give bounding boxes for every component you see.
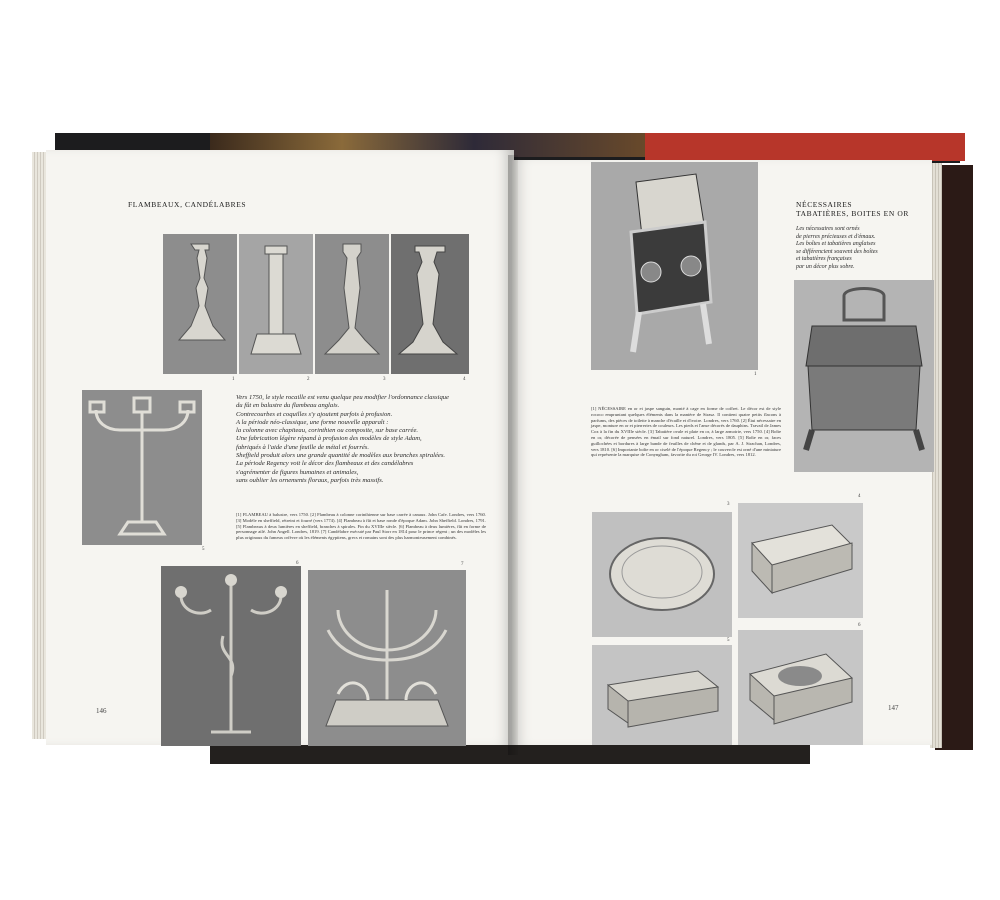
plate-candelabra-5	[82, 390, 202, 545]
plate-number: 2	[307, 377, 310, 382]
plate-number: 4	[858, 494, 861, 499]
plate-necessaire-1	[591, 162, 758, 370]
plate-etui-2	[794, 280, 934, 472]
plate-regency-box-6	[738, 630, 863, 745]
plate-storr-candelabrum-7	[308, 570, 466, 746]
plate-candlestick-2	[239, 234, 313, 374]
left-page-title: FLAMBEAUX, CANDÉLABRES	[128, 200, 247, 209]
plate-number: 6	[296, 561, 299, 566]
plate-number: 7	[461, 562, 464, 567]
red-book-cover	[645, 133, 965, 161]
book-gutter	[508, 155, 518, 755]
plate-number: 1	[232, 377, 235, 382]
plate-number: 5	[202, 547, 205, 552]
plate-guilloche-box-5	[592, 645, 732, 745]
right-page-folio: 147	[888, 704, 899, 712]
right-page-title-line1: NÉCESSAIRES	[796, 200, 853, 209]
plate-candlestick-1	[163, 234, 237, 374]
plate-number: 6	[858, 623, 861, 628]
plate-candlestick-3	[315, 234, 389, 374]
plate-number: 1	[754, 372, 757, 377]
plate-figural-candelabrum-6	[161, 566, 301, 746]
left-intro-text: Vers 1750, le style rocaille est venu quelque peu modifier l'ordonnance classique du fût en balustre du flambeau anglais. Contrecourbes et coquilles s'y ajoutent parfois à profusion. A la période néo-classique, une forme nouvelle apparaît : la colonne avec chapiteau, corinthien ou composite, sur base carrée. Une fabrication légère répand à profusion des modèles de style Adam, fabriqués à l'aide d'une feuille de métal et fourrés. Sheffield produit alors une grande quantité de modèles aux branches spiralées. La période Regency voit le décor des flambeaux et des candélabres s'agrémenter de figures humaines et animales, sans oublier les ornements floraux, parfois très massifs.	[236, 394, 449, 484]
plate-number: 3	[727, 502, 730, 507]
plate-candlestick-4	[391, 234, 469, 374]
plate-number: 5	[727, 638, 730, 643]
plate-number: 4	[463, 377, 466, 382]
plate-number: 3	[383, 377, 386, 382]
left-caption: [1] FLAMBEAU à balustre, vers 1750. [2] Flambeau à colonne corinthienne sur base carrée à canaux. John Cafe. Londres, vers 1760. [3] Modèle en sheffield, rétreint et fourré (vers 1774). [4] Flambeau à fût et base ronde d'époque Adam. John Sheffield. Londres, 1791. [5] Flambeaux à deux lumières en sheffield, branches à spirales. Fin du XVIIIe siècle. [6] Flambeau à deux lumières, fût en forme de personnage ailé. John Angell. Londres, 1819. [7] Candélabre exécuté par Paul Storr en 1814 pour le prince régent ; un des modèles les plus originaux du fameux orfèvre où les éléments égyptiens, grecs et romains sont des plus harmonieusement combinés.	[236, 512, 486, 541]
right-caption: [1] NÉCESSAIRE en or et jaspe sanguin, monté à cage en forme de coffret. Le décor est de style rococo empruntant quelques éléments dans la manière de Strasz. Il contient quatre petits flacons à parfums, des pièces de toilette à manche d'écaille et d'ivoire. Londres, vers 1760. [2] Étui nécessaire en jaspe, monture en or et pierreries de couleurs. Les pieds et l'anse décorés de dauphins. Travail de James Cox à la fin du XVIIIe siècle. [3] Tabatière ovale et plate en or, à large armoirie, vers 1750. [4] Boîte en or, décorée de pensées en émail sur fond naturel. Londres, vers 1805. [5] Boîte en or, faces guillochées et bordures à large bande de feuilles de chêne et de glands, par A. J. Strachan, Londres, vers 1810. [6] Importante boîte en or ciselé de l'époque Regency ; le couvercle est orné d'une miniature qui représente la marquise de Conyngham, favorite du roi George IV. Londres, vers 1812.	[591, 406, 781, 458]
plate-oval-snuffbox-3	[592, 512, 732, 637]
right-page-title-line2: TABATIÈRES, BOITES EN OR	[796, 209, 909, 218]
left-page	[46, 150, 514, 745]
left-page-folio: 146	[96, 707, 107, 715]
plate-enamel-box-4	[738, 503, 863, 618]
right-page	[512, 160, 932, 745]
right-intro-text: Les nécessaires sont ornés de pierres précieuses et d'émaux. Les boîtes et tabatières anglaises se différencient souvent des boîtes et tabatières françaises par un décor plus sobre.	[796, 226, 878, 270]
